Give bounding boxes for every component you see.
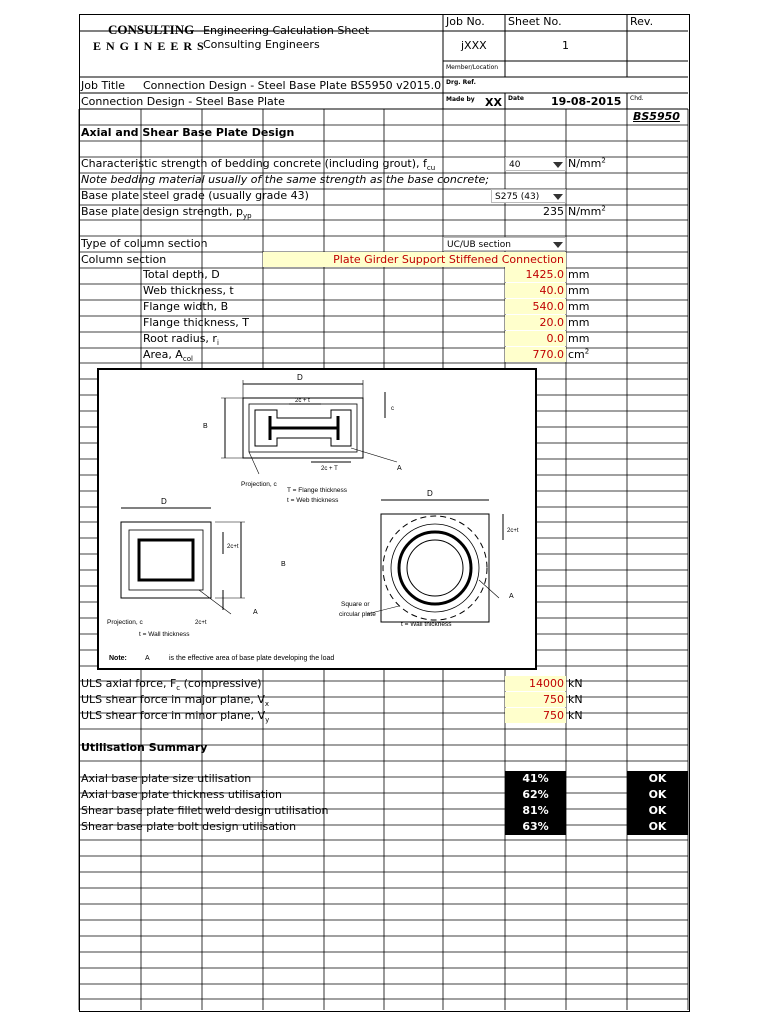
fcu-unit: $N/mm^2$	[568, 156, 606, 170]
projection-label-left: Projection, c	[107, 619, 143, 626]
utilisation-value: 81%	[505, 803, 566, 819]
fcu-label: Characteristic strength of bedding concrete (including grout), $f_{cu}$	[81, 157, 436, 173]
force-label: ULS shear force in major plane, $V_x$	[81, 693, 270, 709]
design-code: BS5950	[633, 110, 680, 123]
utilisation-label: Axial base plate thickness utilisation	[81, 788, 282, 801]
utilisation-value: 62%	[505, 787, 566, 803]
property-value[interactable]: 0.0	[546, 332, 564, 345]
column-type-label: Type of column section	[81, 237, 208, 250]
bp-label-left: B	[281, 561, 286, 568]
figure-note-text: is the effective area of base plate developing the load	[169, 655, 335, 662]
force-unit: kN	[568, 709, 583, 722]
sheet-title: Engineering Calculation Sheet	[203, 24, 370, 37]
force-label: ULS axial force, $F_c$ (compressive)	[81, 677, 262, 693]
property-unit: mm	[568, 268, 590, 281]
job-title-value[interactable]: Connection Design - Steel Base Plate BS5950 v2015.0	[143, 79, 442, 92]
job-no-label: Job No.	[446, 15, 485, 28]
force-value[interactable]: 14000	[529, 677, 564, 690]
pyp-unit: $N/mm^2$	[568, 204, 606, 218]
checked-label: Chd.	[630, 95, 644, 102]
property-value[interactable]: 1425.0	[525, 268, 564, 281]
utilisation-label: Shear base plate fillet weld design utilisation	[81, 804, 329, 817]
utilisation-value: 63%	[505, 819, 566, 835]
property-unit: mm	[568, 284, 590, 297]
flange-thickness-note: T = Flange thickness	[287, 487, 348, 494]
square-label: Square or	[341, 601, 370, 608]
date-label: Date	[508, 95, 524, 102]
force-value[interactable]: 750	[543, 709, 564, 722]
utilisation-label: Shear base plate bolt design utilisation	[81, 820, 297, 833]
property-unit: mm	[568, 316, 590, 329]
grade-label: Base plate steel grade (usually grade 43)	[81, 189, 309, 202]
aeff-label-right: A	[509, 593, 514, 600]
web-thickness-note: t = Web thickness	[287, 497, 339, 504]
sheet-subtitle: Consulting Engineers	[203, 38, 320, 51]
chevron-down-icon	[553, 162, 563, 168]
property-value[interactable]: 20.0	[539, 316, 564, 329]
company-name-line1: CONSULTING	[108, 22, 195, 37]
force-label: ULS shear force in minor plane, $V_y$	[81, 709, 270, 725]
property-label: Total depth, D	[143, 268, 220, 281]
two-c-t-label: 2c + t	[295, 398, 310, 404]
wall-thickness-right: t = Wall thickness	[401, 621, 452, 628]
base-plate-diagram	[97, 368, 537, 670]
date-value[interactable]: 19-08-2015	[551, 95, 622, 108]
sheet-no-label: Sheet No.	[508, 15, 562, 28]
figure-note-label: Note:	[109, 655, 127, 662]
job-title-label: Job Title	[81, 79, 126, 92]
base-plate-figure	[99, 370, 535, 668]
wall-thickness-left: t = Wall thickness	[139, 631, 190, 638]
sheet-no-value[interactable]: 1	[562, 39, 569, 52]
utilisation-summary-heading: Utilisation Summary	[81, 741, 208, 754]
c-label: c	[391, 406, 394, 412]
company-name-line2: E N G I N E E R S	[93, 39, 205, 53]
column-section-value[interactable]: Plate Girder Support Stiffened Connection	[333, 253, 564, 266]
column-section-label: Column section	[81, 253, 167, 266]
two-ct-label-left: 2c+t	[227, 544, 239, 550]
bedding-note: Note bedding material usually of the same strength as the base concrete;	[81, 173, 489, 186]
member-location-label: Member/Location	[446, 64, 499, 71]
two-ct-label-bottom: 2c+t	[195, 620, 207, 626]
property-label: Flange width, B	[143, 300, 229, 313]
job-no-value[interactable]: jXXX	[461, 39, 487, 52]
utilisation-label: Axial base plate size utilisation	[81, 772, 252, 785]
property-label: Flange thickness, T	[143, 316, 250, 329]
section-heading-axial-shear: Axial and Shear Base Plate Design	[81, 126, 295, 139]
grade-dropdown[interactable]: S275 (43)	[491, 189, 566, 203]
status-badge: OK	[627, 819, 688, 835]
pyp-label: Base plate design strength, $p_{yp}$	[81, 205, 252, 221]
property-value[interactable]: 40.0	[539, 284, 564, 297]
dp-label-left: D	[161, 497, 167, 506]
subtitle-value[interactable]: Connection Design - Steel Base Plate	[81, 95, 285, 108]
bp-label-top: B	[203, 423, 208, 430]
drg-ref-label: Drg. Ref.	[446, 79, 476, 86]
property-label: Root radius, $r_i$	[143, 332, 219, 348]
utilisation-value: 41%	[505, 771, 566, 787]
dp-label-top: D	[297, 373, 303, 382]
property-label: Area, $A_{col}$	[143, 348, 193, 364]
two-ct-label-right: 2c+t	[507, 528, 519, 534]
chevron-down-icon	[553, 194, 563, 200]
property-unit: mm	[568, 332, 590, 345]
status-badge: OK	[627, 771, 688, 787]
aeff-label-top: A	[397, 465, 402, 472]
aeff-label-left: A	[253, 609, 258, 616]
property-value[interactable]: 540.0	[532, 300, 564, 313]
force-value[interactable]: 750	[543, 693, 564, 706]
two-c-capital-t-label: 2c + T	[321, 466, 338, 472]
projection-label-top: Projection, c	[241, 481, 277, 488]
status-badge: OK	[627, 803, 688, 819]
made-by-value[interactable]: XX	[485, 96, 502, 109]
circular-plate-label: circular plate	[339, 611, 376, 618]
figure-note-aeff: A	[145, 655, 150, 662]
property-label: Web thickness, t	[143, 284, 234, 297]
property-unit: mm	[568, 300, 590, 313]
pyp-value: 235	[543, 205, 564, 218]
status-badge: OK	[627, 787, 688, 803]
rev-label: Rev.	[630, 15, 654, 28]
fcu-dropdown[interactable]: 40	[505, 157, 566, 171]
force-unit: kN	[568, 693, 583, 706]
property-unit: $cm^2$	[568, 347, 590, 361]
chevron-down-icon	[553, 242, 563, 248]
column-type-dropdown[interactable]: UC/UB section	[443, 237, 566, 251]
made-by-label: Made by	[446, 96, 475, 103]
force-unit: kN	[568, 677, 583, 690]
property-value[interactable]: 770.0	[532, 348, 564, 361]
dp-label-right: D	[427, 489, 433, 498]
